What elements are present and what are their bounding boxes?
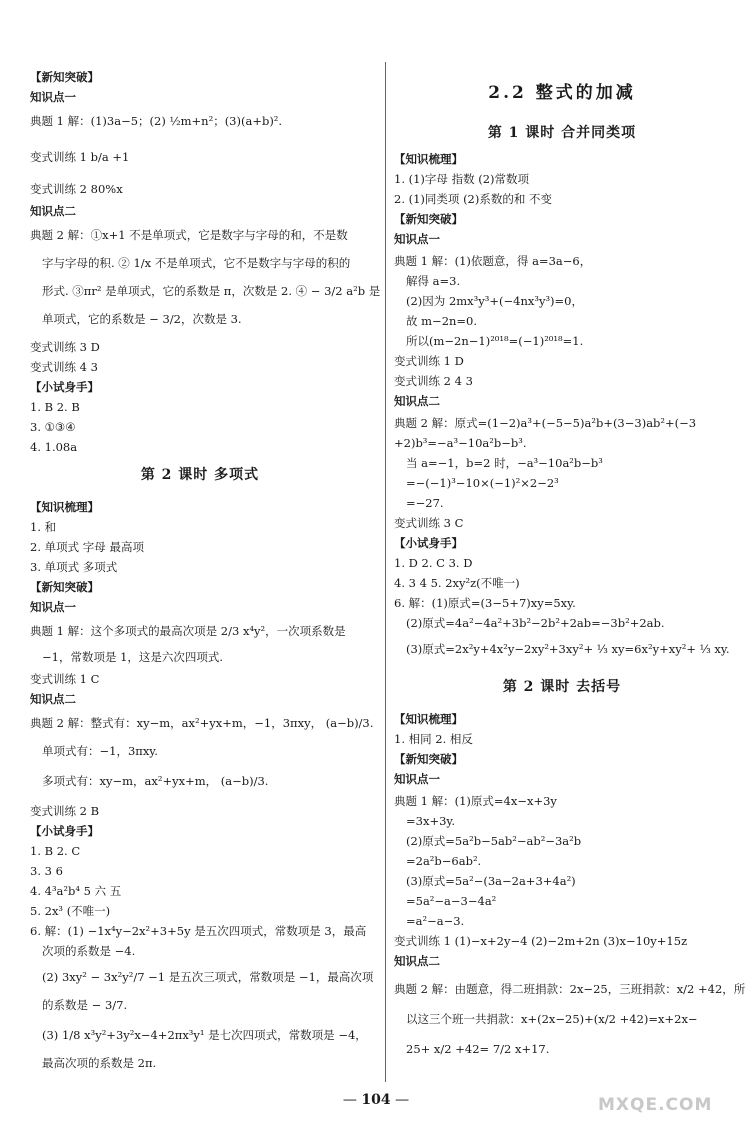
left-line: 字与字母的积. ② 1/x 不是单项式，它不是数字与字母的积的 [42, 256, 351, 270]
section-title: 第 2 课时 多项式 [140, 467, 260, 483]
right-line: 典题 1 解：(1)依题意，得 a=3a−6， [394, 254, 592, 268]
right-line: (3)原式=2x²y+4x²y−2xy²+3xy²+ ⅓ xy=6x²y+xy²+ ⅓ xy. [406, 642, 730, 656]
right-line: 变式训练 2 4 3 [394, 374, 473, 388]
left-line: 变式训练 2 B [30, 804, 100, 818]
left-line: 6. 解：(1) −1x⁴y−2x²+3+5y 是五次四项式，常数项是 3，最高 [30, 924, 367, 938]
right-line: 以这三个班一共捐款：x+(2x−25)+(x/2 +42)=x+2x− [406, 1012, 698, 1026]
right-line: =5a²−a−3−4a² [406, 894, 497, 908]
right-line: 25+ x/2 +42= 7/2 x+17. [406, 1042, 550, 1056]
left-line: 4. 4³a²b⁴ 5 六 五 [30, 884, 122, 898]
left-line: 变式训练 2 80%x [30, 182, 123, 196]
right-line: 【新知突破】 [394, 212, 463, 226]
right-line: =2a²b−6ab². [406, 854, 482, 868]
left-line: 的系数是 − 3/7. [42, 998, 128, 1012]
right-line: (3)原式=5a²−(3a−2a+3+4a²) [406, 874, 576, 888]
watermark: MXQE.COM [598, 1095, 713, 1115]
right-line: 知识点一 [394, 232, 440, 246]
left-line: 3. 单项式 多项式 [30, 560, 118, 574]
right-line: 解得 a=3. [406, 274, 461, 288]
left-line: 最高次项的系数是 2π. [42, 1056, 157, 1070]
right-line: =−27. [406, 496, 444, 510]
right-line: 变式训练 1 D [394, 354, 464, 368]
left-line: 【小试身手】 [30, 824, 99, 838]
column-divider [385, 62, 386, 1082]
left-line: (2) 3xy² − 3x²y²/7 −1 是五次三项式，常数项是 −1，最高次项 [42, 970, 374, 984]
right-line: 4. 3 4 5. 2xy²z(不唯一) [394, 576, 520, 590]
left-line: 变式训练 1 C [30, 672, 100, 686]
right-line: 【知识梳理】 [394, 712, 463, 726]
right-line: 【知识梳理】 [394, 152, 463, 166]
left-line: 3. 3 6 [30, 864, 63, 878]
right-line: 知识点二 [394, 394, 440, 408]
right-line: =−(−1)³−10×(−1)²×2−2³ [406, 476, 559, 490]
right-line: =3x+3y. [406, 814, 456, 828]
left-line: 2. 单项式 字母 最高项 [30, 540, 144, 554]
left-line: 次项的系数是 −4. [42, 944, 136, 958]
left-line: 单项式有：−1，3πxy. [42, 744, 158, 758]
left-line: 知识点一 [30, 600, 76, 614]
left-line: 知识点二 [30, 204, 76, 218]
left-line: 1. 和 [30, 520, 57, 534]
right-line: (2)原式=4a²−4a²+3b²−2b²+2ab=−3b²+2ab. [406, 616, 665, 630]
right-line: 故 m−2n=0. [406, 314, 478, 328]
left-line: 典题 2 解：①x+1 不是单项式，它是数字与字母的和，不是数 [30, 228, 348, 242]
left-line: 单项式，它的系数是 − 3/2，次数是 3. [42, 312, 242, 326]
left-line: 知识点二 [30, 692, 76, 706]
left-line: 典题 1 解：这个多项式的最高次项是 2/3 x⁴y²，一次项系数是 [30, 624, 346, 638]
left-line: 3. ①③④ [30, 420, 76, 434]
left-line: 形式. ③πr² 是单项式，它的系数是 π，次数是 2. ④ − 3/2 a²b 是 [42, 284, 381, 298]
chapter-title: 2.2 整式的加减 [488, 83, 636, 103]
right-line: 【小试身手】 [394, 536, 463, 550]
right-line: 【新知突破】 [394, 752, 463, 766]
right-line: 1. 相同 2. 相反 [394, 732, 473, 746]
left-line: 知识点一 [30, 90, 76, 104]
right-line: 2. (1)同类项 (2)系数的和 不变 [394, 192, 553, 206]
right-line: 知识点二 [394, 954, 440, 968]
left-line: −1，常数项是 1，这是六次四项式. [42, 650, 224, 664]
right-line: 1. (1)字母 指数 (2)常数项 [394, 172, 530, 186]
right-line: 变式训练 3 C [394, 516, 464, 530]
right-line: (2)因为 2mx³y³+(−4nx³y³)=0， [406, 294, 583, 308]
left-line: 变式训练 1 b/a +1 [30, 150, 130, 164]
left-line: 【新知突破】 [30, 580, 99, 594]
right-line: =a²−a−3. [406, 914, 465, 928]
right-line: +2)b³=−a³−10a²b−b³. [394, 436, 527, 450]
right-line: 当 a=−1，b=2 时，−a³−10a²b−b³ [406, 456, 603, 470]
right-line: 6. 解：(1)原式=(3−5+7)xy=5xy. [394, 596, 576, 610]
right-line: 典题 2 解：原式=(1−2)a³+(−5−5)a²b+(3−3)ab²+(−3 [394, 416, 697, 430]
left-line: 变式训练 4 3 [30, 360, 98, 374]
right-line: 典题 2 解：由题意，得二班捐款：2x−25，三班捐款：x/2 +42，所 [394, 982, 746, 996]
page-number: — 104 — [343, 1092, 409, 1108]
left-line: 1. B 2. C [30, 844, 81, 858]
right-line: 所以(m−2n−1)²⁰¹⁸=(−1)²⁰¹⁸=1. [406, 334, 584, 348]
left-line: 【新知突破】 [30, 70, 99, 84]
right-line: (2)原式=5a²b−5ab²−ab²−3a²b [406, 834, 582, 848]
left-line: 【小试身手】 [30, 380, 99, 394]
left-line: 4. 1.08a [30, 440, 78, 454]
left-line: 典题 1 解：(1)3a−5；(2) ½m+n²；(3)(a+b)². [30, 114, 283, 128]
left-line: 1. B 2. B [30, 400, 80, 414]
right-line: 知识点一 [394, 772, 440, 786]
right-line: 变式训练 1 (1)−x+2y−4 (2)−2m+2n (3)x−10y+15z [394, 934, 688, 948]
right-line: 1. D 2. C 3. D [394, 556, 473, 570]
left-line: 5. 2x³ (不唯一) [30, 904, 111, 918]
left-line: 典题 2 解：整式有：xy−m，ax²+yx+m，−1，3πxy， (a−b)/3. [30, 716, 374, 730]
right-line: 典题 1 解：(1)原式=4x−x+3y [394, 794, 557, 808]
left-line: 多项式有：xy−m，ax²+yx+m， (a−b)/3. [42, 774, 269, 788]
section-title: 第 1 课时 合并同类项 [487, 125, 637, 141]
left-line: 【知识梳理】 [30, 500, 99, 514]
left-line: (3) 1/8 x³y²+3y²x−4+2πx³y¹ 是七次四项式，常数项是 −4， [42, 1028, 367, 1042]
left-line: 变式训练 3 D [30, 340, 100, 354]
section-title: 第 2 课时 去括号 [502, 679, 622, 695]
